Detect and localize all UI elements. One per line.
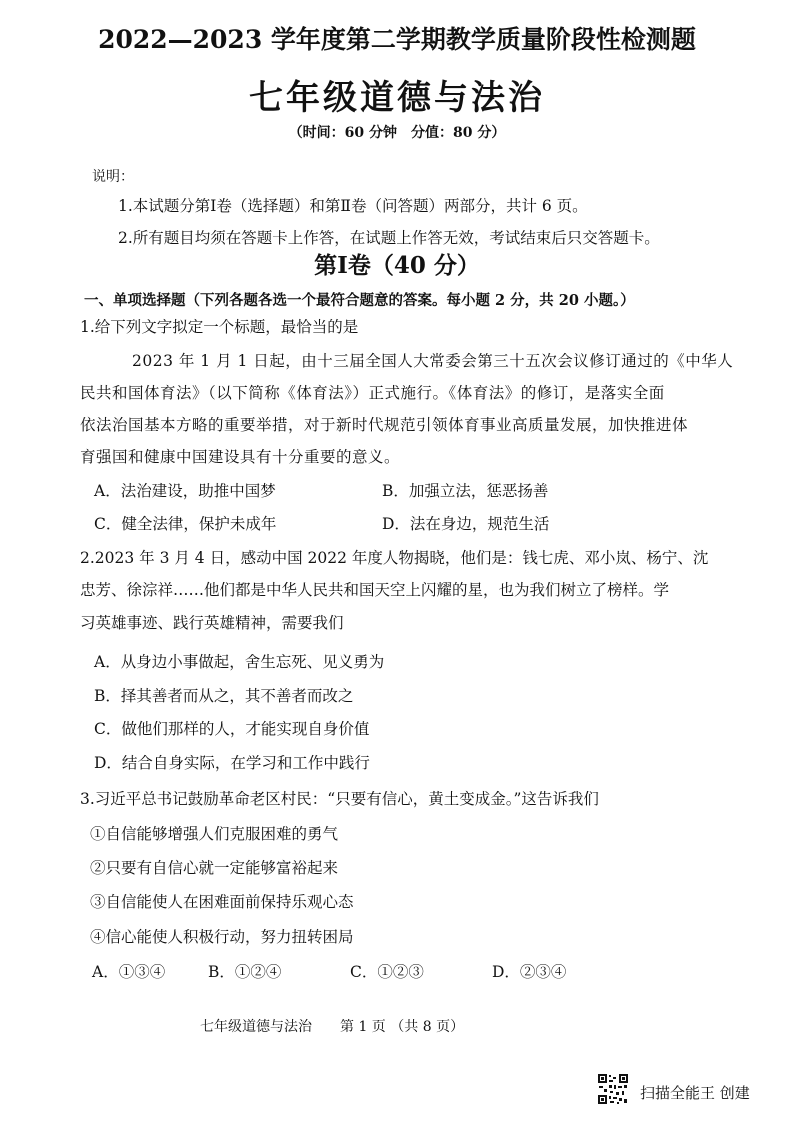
subject-title: 七年级道德与法治 xyxy=(249,78,545,118)
q1-passage-line: 育强国和健康中国建设具有十分重要的意义。 xyxy=(80,448,401,466)
q3-stem: 3.习近平总书记鼓励革命老区村民：“只要有信心，黄土变成金。”这告诉我们 xyxy=(80,790,599,808)
q2-stem-line: 忠芳、徐淙祥……他们都是中华人民共和国天空上闪耀的星，也为我们树立了榜样。学 xyxy=(80,581,670,599)
q2-option-b: B．择其善者而从之，其不善者而改之 xyxy=(94,687,354,705)
page-footer: 七年级道德与法治 第 1 页 （共 8 页） xyxy=(200,1019,465,1035)
q1-passage-line: 依法治国基本方略的重要举措，对于新时代规范引领体育事业高质量发展，加快推进体 xyxy=(80,416,689,434)
q2-stem-line: 2.2023 年 3 月 4 日，感动中国 2022 年度人物揭晓，他们是：钱七虎、邓小岚、杨宁、沈 xyxy=(80,549,709,567)
q1-passage-line: 2023 年 1 月 1 日起，由十三届全国人大常委会第三十五次会议修订通过的《中华人 xyxy=(132,352,734,370)
instructions-label: 说明： xyxy=(92,169,134,185)
q2-option-d: D．结合自身实际，在学习和工作中践行 xyxy=(94,754,370,772)
q2-option-c: C．做他们那样的人，才能实现自身价值 xyxy=(94,720,370,738)
q2-option-a: A．从身边小事做起，舍生忘死、见义勇为 xyxy=(94,653,385,671)
exam-title: 2022—2023 学年度第二学期教学质量阶段性检测题 xyxy=(98,25,696,54)
part-heading: 一、单项选择题（下列各题各选一个最符合题意的答案。每小题 2 分，共 20 小题。） xyxy=(84,292,635,309)
q3-statement: ③自信能使人在困难面前保持乐观心态 xyxy=(90,893,354,911)
scanner-watermark: 扫描全能王 创建 xyxy=(640,1084,750,1102)
q3-option-b: B．①②④ xyxy=(208,963,282,981)
q3-option-a: A．①③④ xyxy=(92,963,166,981)
q3-statement: ②只要有自信心就一定能够富裕起来 xyxy=(90,859,339,877)
q1-stem: 1.给下列文字拟定一个标题，最恰当的是 xyxy=(80,318,359,336)
q1-option-b: B．加强立法，惩恶扬善 xyxy=(382,482,549,500)
time-score: （时间：60 分钟 分值：80 分） xyxy=(288,125,506,141)
q1-option-d: D．法在身边，规范生活 xyxy=(382,515,550,533)
q3-option-c: C．①②③ xyxy=(350,963,424,981)
instruction-item-1: 1.本试题分第Ⅰ卷（选择题）和第Ⅱ卷（问答题）两部分，共计 6 页。 xyxy=(118,197,588,215)
q3-option-d: D．②③④ xyxy=(492,963,567,981)
q1-option-c: C．健全法律，保护未成年 xyxy=(94,515,277,533)
qr-code-icon xyxy=(597,1073,629,1105)
section-title: 第Ⅰ卷（40 分） xyxy=(314,252,480,279)
q1-option-a: A．法治建设，助推中国梦 xyxy=(94,482,276,500)
instruction-item-2: 2.所有题目均须在答题卡上作答，在试题上作答无效，考试结束后只交答题卡。 xyxy=(118,229,660,247)
q2-stem-line: 习英雄事迹、践行英雄精神，需要我们 xyxy=(80,614,344,632)
q3-statement: ①自信能够增强人们克服困难的勇气 xyxy=(90,825,339,843)
q1-passage-line: 民共和国体育法》（以下简称《体育法》）正式施行。《体育法》的修订，是落实全面 xyxy=(80,384,665,402)
q3-statement: ④信心能使人积极行动，努力扭转困局 xyxy=(90,928,354,946)
